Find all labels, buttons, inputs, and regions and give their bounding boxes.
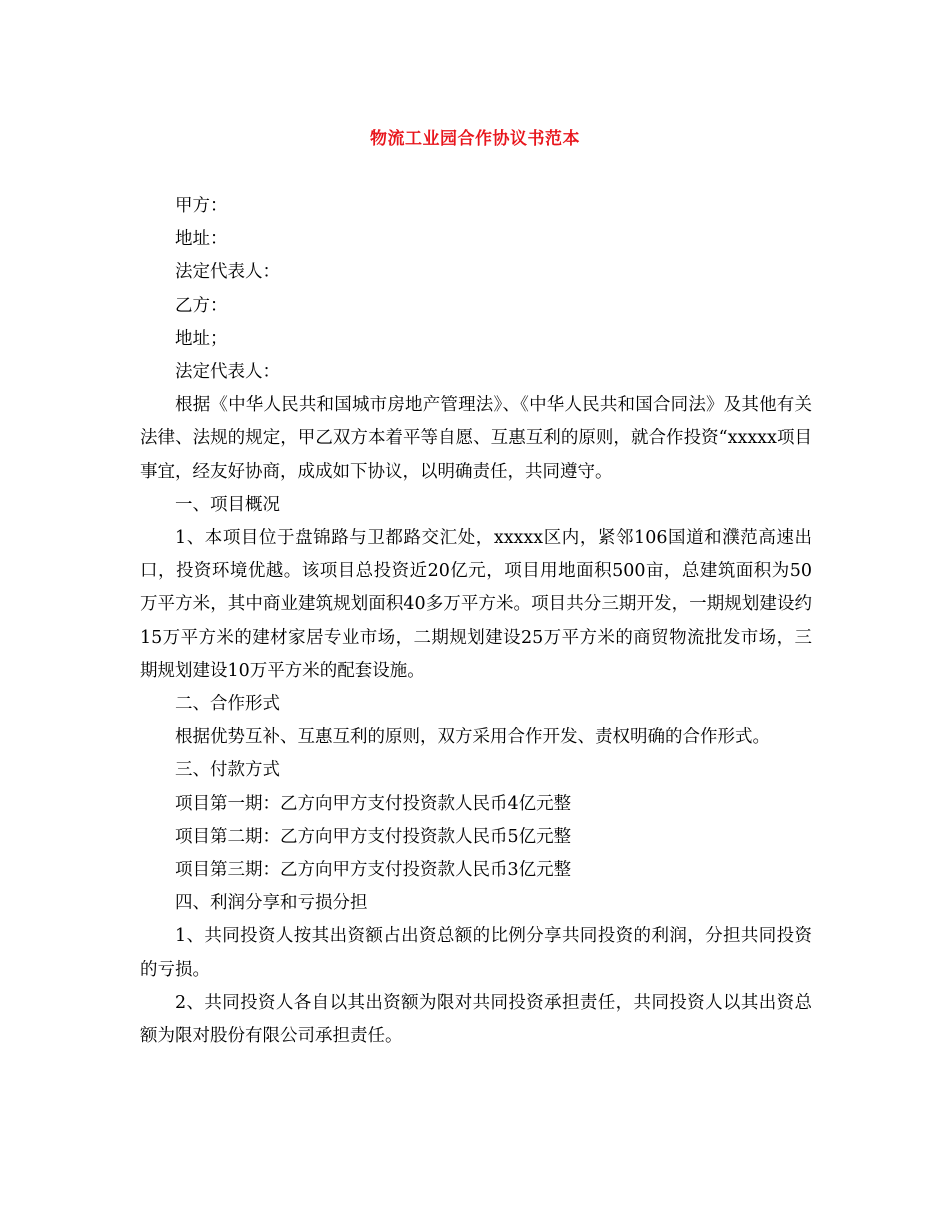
party-a-label: 甲方：: [175, 196, 228, 216]
party-a-address-label: 地址：: [175, 229, 228, 250]
profit-loss-clause-2: 2、共同投资人各自以其出资额为限对共同投资承担责任，共同投资人以其出资总额为限对股份有限公司承担责任。: [140, 992, 812, 1047]
profit-loss-clause-1: 1、共同投资人按其出资额占出资总额的比例分享共同投资的利润，分担共同投资的亏损。: [140, 926, 812, 980]
section-heading-payment: 三、付款方式: [175, 760, 280, 781]
payment-phase-3: 项目第三期：乙方向甲方支付投资款人民币3亿元整: [175, 860, 572, 881]
cooperation-form-paragraph: 根据优势互补、互惠互利的原则，双方采用合作开发、责权明确的合作形式。: [175, 727, 770, 748]
payment-phase-2: 项目第二期：乙方向甲方支付投资款人民币5亿元整: [175, 826, 572, 847]
section-heading-profit-loss: 四、利润分享和亏损分担: [175, 893, 368, 914]
document-body: [140, 190, 812, 1053]
project-overview-paragraph: 1、本项目位于盘锦路与卫都路交汇处，xxxxx区内，紧邻106国道和濮范高速出口，投资环境优越。该项目总投资近20亿元，项目用地面积500亩，总建筑面积为50万平方米，其中商业建筑规划面积40多万平方米。项目共分三期开发，一期规划建设约15万平方米的建材家居专业市场，二期规划建设25万平方米的商贸物流批发市场，三期规划建设10万平方米的配套设施。: [140, 528, 812, 681]
payment-phase-1: 项目第一期：乙方向甲方支付投资款人民币4亿元整: [175, 793, 572, 814]
section-heading-project-overview: 一、项目概况: [175, 494, 280, 515]
party-b-label: 乙方：: [175, 295, 228, 316]
document-title: 物流工业园合作协议书范本: [370, 129, 580, 149]
party-b-representative-label: 法定代表人：: [175, 362, 280, 383]
section-heading-cooperation-form: 二、合作形式: [175, 694, 280, 715]
preamble-paragraph: 根据《中华人民共和国城市房地产管理法》、《中华人民共和国合同法》及其他有关法律、法规的规定，甲乙双方本着平等自愿、互惠互利的原则，就合作投资“xxxxx项目事宜，经友好协商，成成如下协议，以明确责任，共同遵守。: [140, 395, 812, 482]
party-a-representative-label: 法定代表人：: [175, 262, 280, 283]
party-b-address-label: 地址；: [175, 328, 228, 349]
